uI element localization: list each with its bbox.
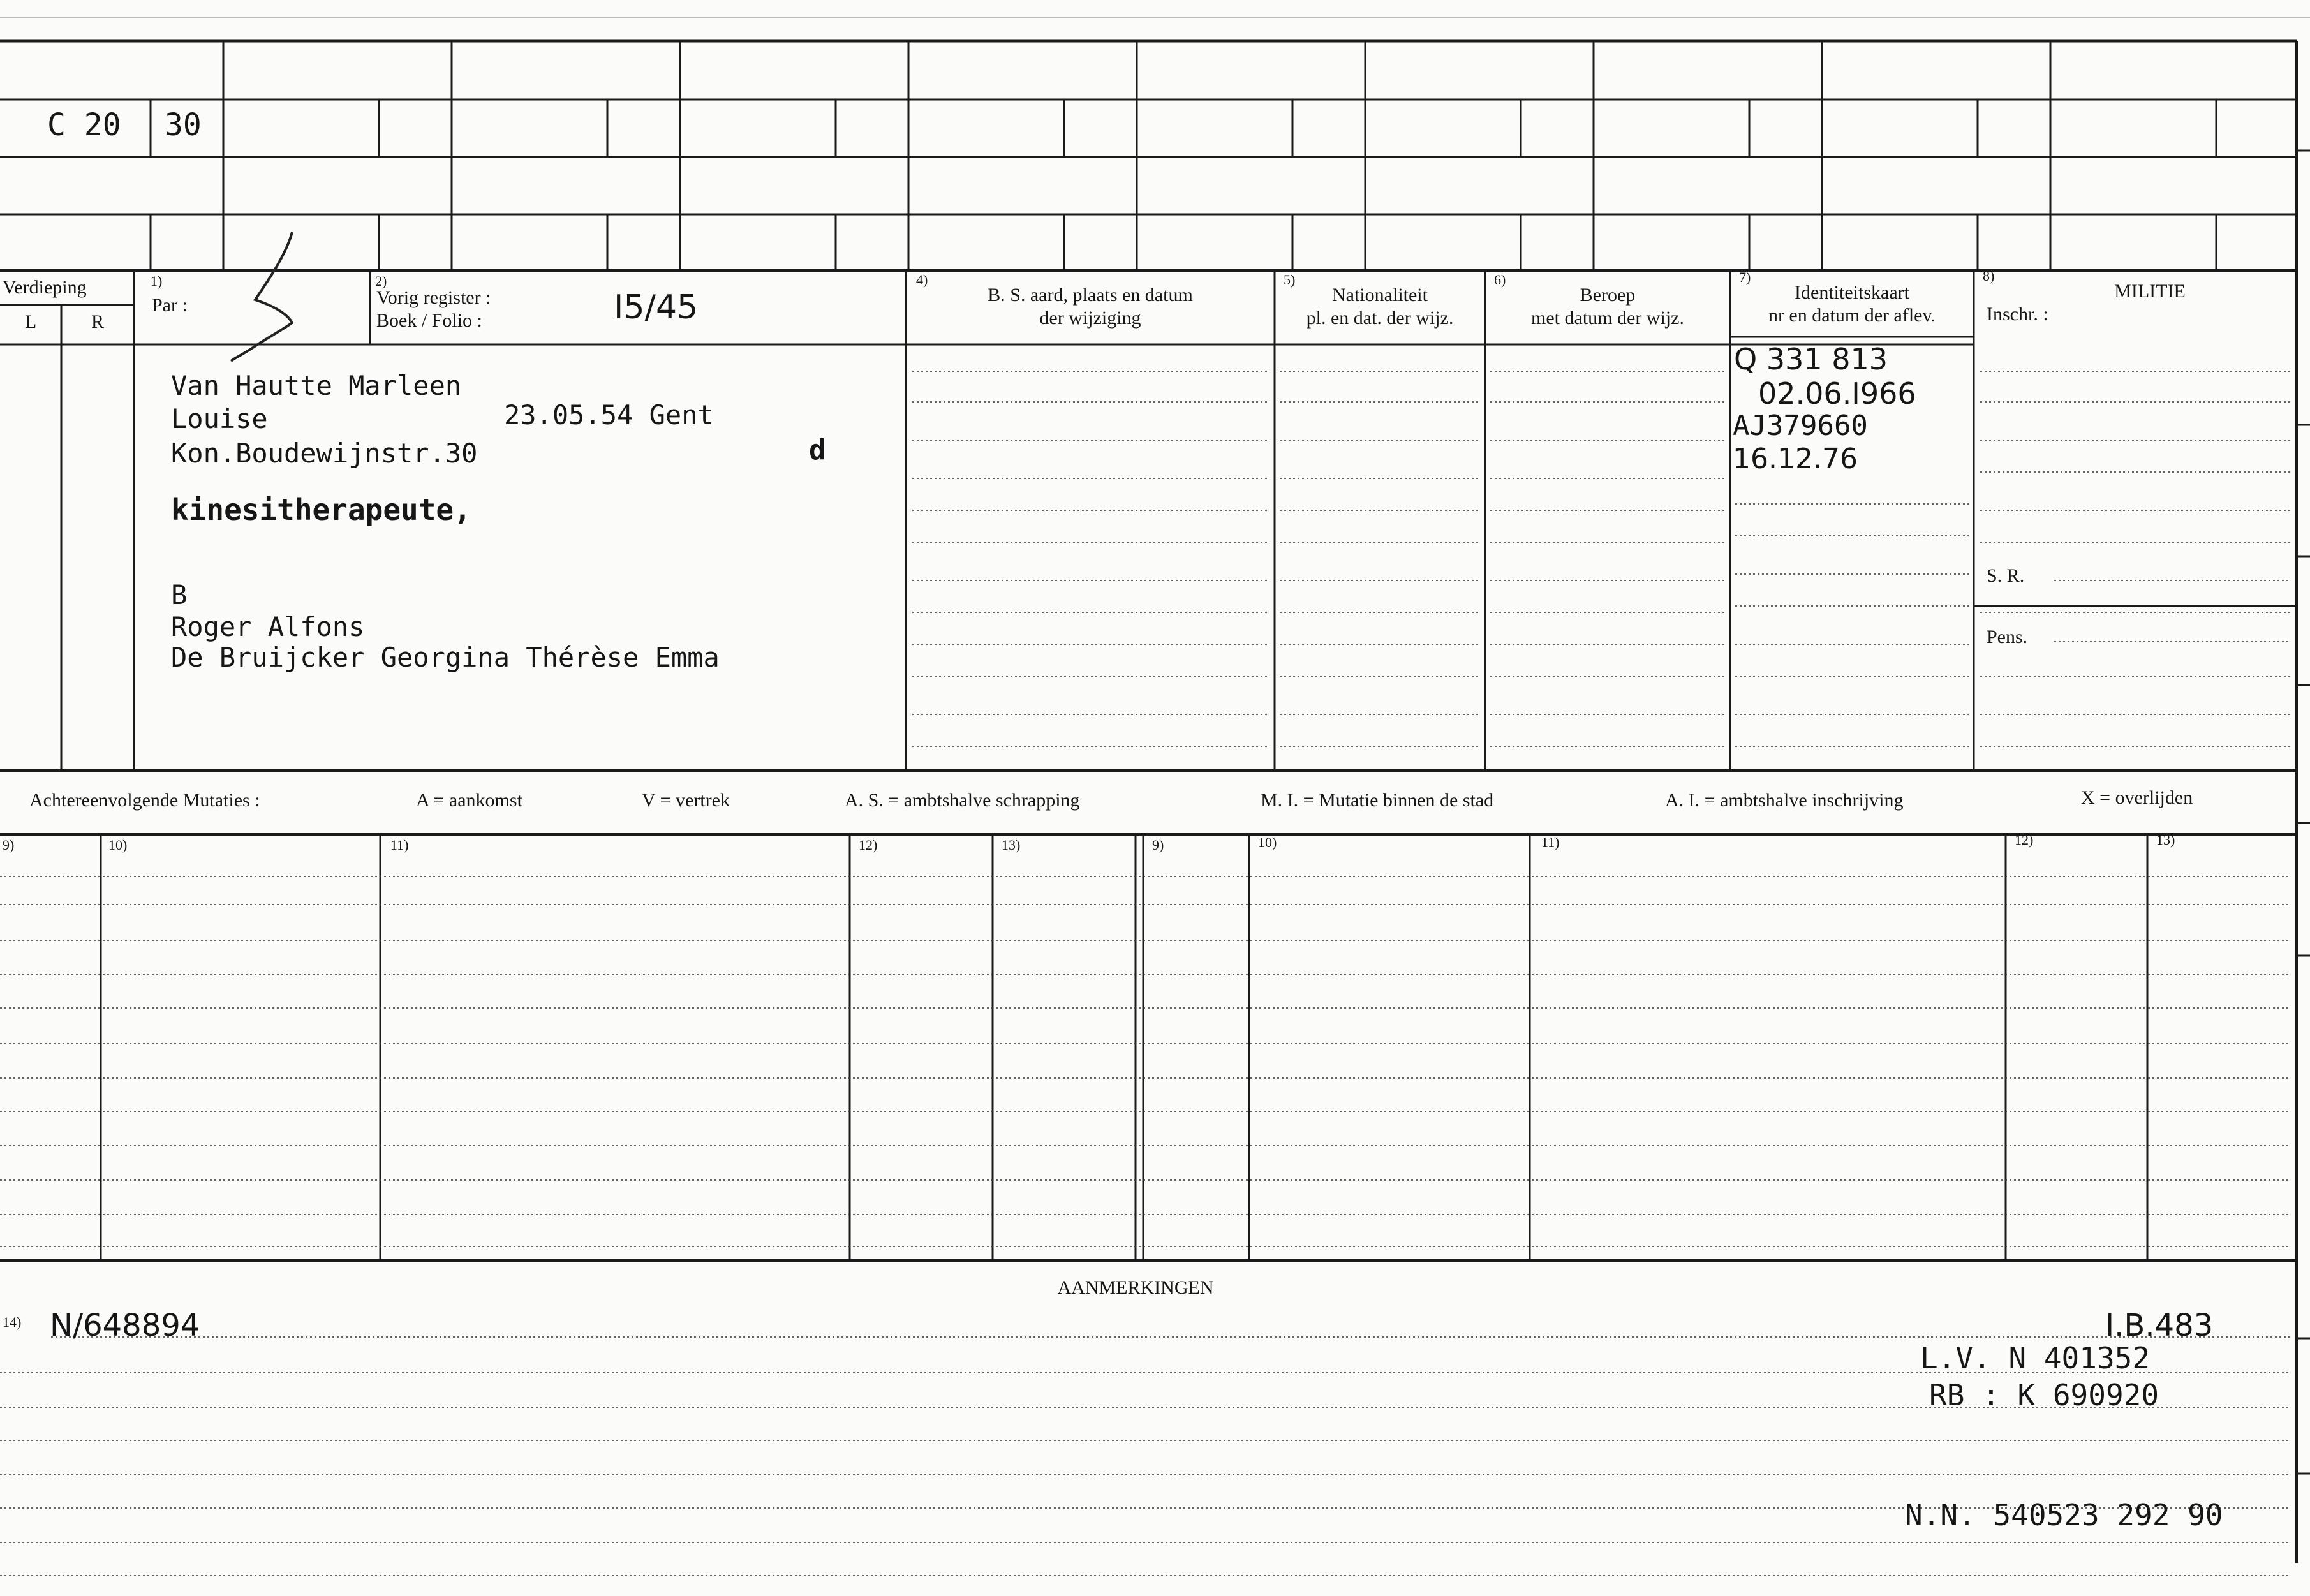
mut-col-12b: 12) (2015, 832, 2034, 848)
remark-lv: L.V. N 401352 (1920, 1341, 2151, 1375)
vorig-register-label: Vorig register : (376, 287, 491, 308)
militie-header: MILITIE (2114, 281, 2186, 302)
id-header-2: nr en datum der aflev. (1768, 305, 1936, 326)
mutation-a: A = aankomst (416, 790, 522, 811)
mutation-mi: M. I. = Mutatie binnen de stad (1261, 790, 1494, 811)
note-5: 5) (1284, 272, 1296, 288)
register-value: I5/45 (614, 288, 699, 327)
note-2: 2) (375, 273, 387, 289)
mut-col-10a: 10) (108, 837, 128, 853)
remark-nr: N/648894 (50, 1308, 200, 1343)
remark-ib: I.B.483 (2105, 1308, 2214, 1343)
person-mark-b: B (171, 579, 188, 610)
person-birth: 23.05.54 Gent (504, 399, 714, 431)
nationaliteit-header-1: Nationaliteit (1332, 284, 1428, 306)
boek-folio-label: Boek / Folio : (376, 310, 482, 331)
mut-col-11a: 11) (390, 837, 409, 853)
mutations-title: Achtereenvolgende Mutaties : (29, 790, 260, 811)
person-profession: kinesitherapeute, (171, 492, 471, 527)
id-header-1: Identiteitskaart (1795, 282, 1909, 303)
note-4: 4) (916, 272, 928, 288)
person-marker: d (809, 434, 826, 466)
bs-header-2: der wijziging (1039, 307, 1141, 329)
remarks-title: AANMERKINGEN (1057, 1277, 1214, 1298)
par-signature-icon (231, 232, 292, 361)
beroep-header-1: Beroep (1580, 284, 1636, 306)
sr-label: S. R. (1987, 565, 2025, 586)
note-8: 8) (1983, 268, 1995, 284)
mutation-x: X = overlijden (2081, 787, 2193, 808)
verdieping-r-label: R (91, 311, 104, 332)
bs-header-1: B. S. aard, plaats en datum (988, 284, 1193, 306)
note-1: 1) (151, 273, 163, 289)
note-6: 6) (1494, 272, 1506, 288)
mut-col-13a: 13) (1002, 837, 1021, 853)
mut-col-9b: 9) (1152, 837, 1164, 853)
id-date-1: 02.06.I966 (1758, 376, 1916, 411)
pens-label: Pens. (1987, 626, 2028, 647)
mut-col-13b: 13) (2156, 832, 2175, 848)
mut-col-9a: 9) (3, 837, 15, 853)
person-first-name: Louise (171, 403, 268, 434)
note-7: 7) (1739, 269, 1751, 285)
person-father: Roger Alfons (171, 611, 365, 642)
mutation-as: A. S. = ambtshalve schrapping (845, 790, 1080, 811)
person-mother: De Bruijcker Georgina Thérèse Emma (171, 642, 720, 673)
note-14: 14) (3, 1314, 22, 1330)
mut-col-12a: 12) (859, 837, 878, 853)
mutation-v: V = vertrek (642, 790, 730, 811)
id-date-2: 16.12.76 (1733, 443, 1858, 475)
id-number-1: Q 331 813 (1734, 342, 1888, 376)
person-address: Kon.Boudewijnstr.30 (171, 438, 478, 469)
id-number-2: AJ379660 (1733, 410, 1868, 442)
verdieping-label: Verdieping (3, 277, 87, 298)
mut-col-10b: 10) (1258, 834, 1277, 850)
beroep-header-2: met datum der wijz. (1531, 307, 1684, 329)
remark-nn: N.N. 540523 292 90 (1905, 1498, 2223, 1532)
verdieping-l-label: L (24, 311, 37, 332)
nationaliteit-header-2: pl. en dat. der wijz. (1306, 307, 1454, 329)
remark-rb: RB : K 690920 (1929, 1378, 2159, 1412)
person-name: Van Hautte Marleen (171, 370, 462, 401)
par-label: Par : (152, 295, 188, 316)
mutation-ai: A. I. = ambtshalve inschrijving (1665, 790, 1904, 811)
top-code: C 20 (47, 107, 121, 143)
mut-col-11b: 11) (1541, 834, 1560, 850)
top-number: 30 (165, 107, 202, 143)
inschr-label: Inschr. : (1987, 304, 2048, 325)
